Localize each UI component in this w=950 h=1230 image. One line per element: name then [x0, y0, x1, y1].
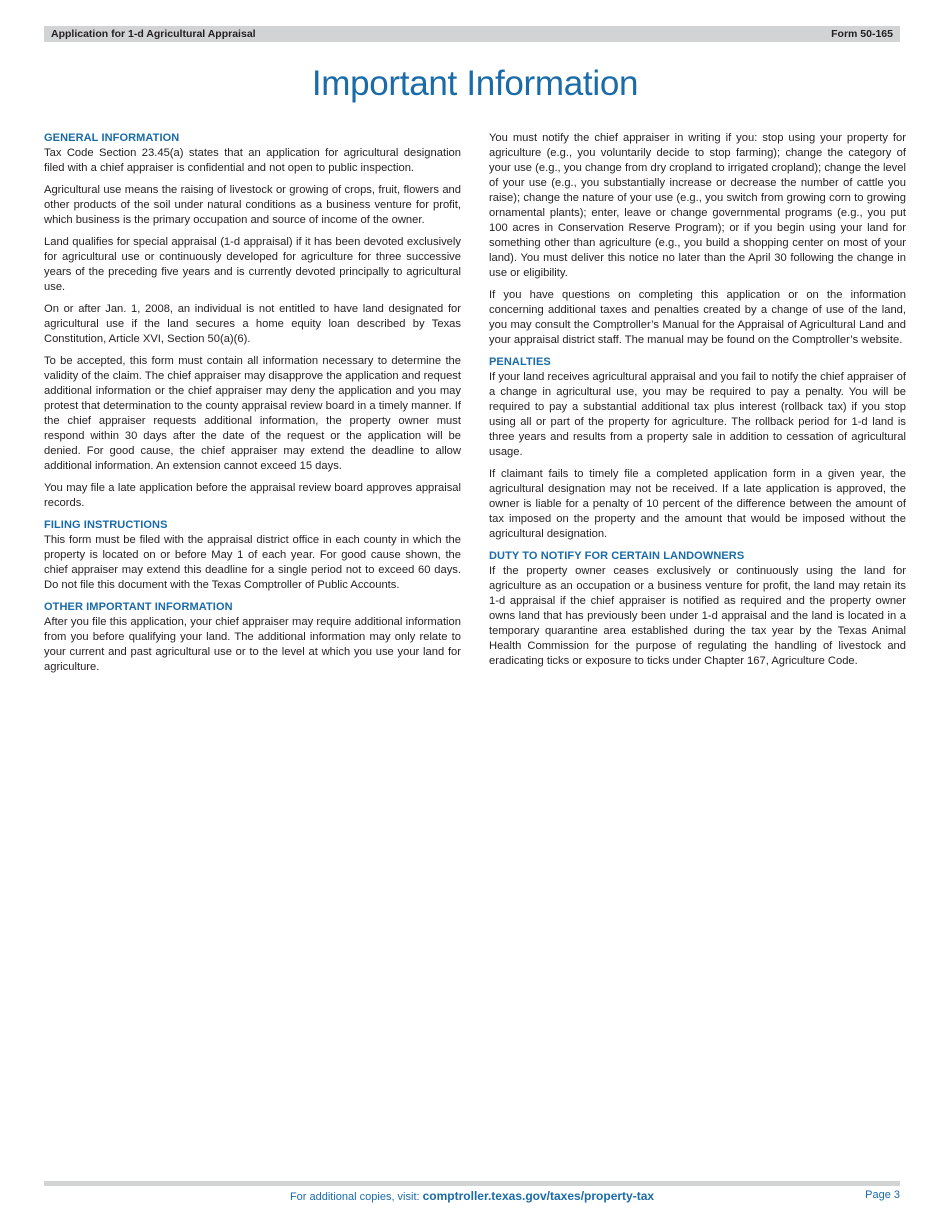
- page-title: Important Information: [311, 64, 639, 103]
- paragraph: After you file this application, your chief appraiser may require additional information from you before qualifying your land. The additional information may only relate to your current and past agricultural use or to the level at which you use your land for agriculture.: [44, 616, 461, 673]
- footer-divider: [44, 1181, 900, 1186]
- paragraph: You must notify the chief appraiser in writing if you: stop using your property for agriculture (e.g., you voluntarily decide to stop farming); change the category of your use (e.g., you change from dry cropland to irrigated cropland); change the level of your use (e.g., you substantially increase or decrease the number of cattle you raise); change the nature of your use (e.g., you switch from growing corn to growing ornamental plants); enter, leave or change governmental programs (e.g., you put 100 acres in Conservation Reserve Program); or if you begin using your land for something other than agriculture (e.g., you build a shopping center on most of your land). You must deliver this notice no later than the April 30 following the change in use or eligibility.: [489, 132, 906, 279]
- paragraph: If claimant fails to timely file a completed application form in a given year, the agricultural designation may not be received. If a late application is approved, the owner is liable for a penalty of 10 percent of the difference between the amount of tax imposed on the property and the amount that would be imposed without the agricultural designation.: [489, 468, 906, 540]
- left-column: [44, 131, 461, 682]
- form-header-bar: [44, 26, 900, 42]
- paragraph: You may file a late application before the appraisal review board approves appraisal records.: [44, 482, 461, 509]
- form-title: Application for 1-d Agricultural Appraisal: [51, 28, 256, 40]
- paragraph: On or after Jan. 1, 2008, an individual is not entitled to have land designated for agricultural use if the land secures a home equity loan described by Texas Constitution, Article XVI, Section 50(a)(6).: [44, 303, 461, 345]
- paragraph: If your land receives agricultural appraisal and you fail to notify the chief appraiser of a change in agricultural use, you may be required to pay a penalty. You will be required to pay a substantial additional tax plus interest (rollback tax) if you stop using all or part of the property for agriculture. The rollback period for 1-d land is three years and results from a property sale in addition to cessation of agricultural usage.: [489, 371, 906, 458]
- paragraph: If the property owner ceases exclusively or continuously using the land for agriculture as an occupation or a business venture for profit, the land may retain its 1-d appraisal if the chief appraiser is notified as required and the property owner owns land that has previously been under 1-d appraisal and the land is located in a temporary quarantine area established during the tax year by the Texas Animal Health Commission for the purpose of regulating the handling of livestock and eradicating ticks or exposure to ticks under Chapter 167, Agriculture Code.: [489, 565, 906, 667]
- paragraph: Agricultural use means the raising of livestock or growing of crops, fruit, flowers and other products of the soil under natural conditions as a business venture for profit, which business is the primary occupation and source of income of the owner.: [44, 184, 461, 226]
- general-information-heading: GENERAL INFORMATION: [44, 132, 180, 144]
- paragraph: If you have questions on completing this application or on the information concerning additional taxes and penalties created by a change of use of the land, you may consult the Comptroller’s Manual for the Appraisal of Agricultural Land and your appraisal district staff. The manual may be found on the Comptroller’s website.: [489, 289, 906, 346]
- paragraph: Land qualifies for special appraisal (1-d appraisal) if it has been devoted exclusively for agricultural use or continuously developed for agriculture for three successive years of the preceding five years and is currently devoted principally to agricultural use.: [44, 236, 461, 293]
- page-number: Page 3: [865, 1189, 900, 1201]
- footer-copies-text: For additional copies, visit:: [289, 1191, 420, 1203]
- paragraph: This form must be filed with the appraisal district office in each county in which the property is located on or before May 1 of each year. For good cause shown, the chief appraiser may extend this deadline for a single period not to exceed 60 days. Do not file this document with the Texas Comptroller of Public Accounts.: [44, 534, 461, 591]
- other-important-information-heading: OTHER IMPORTANT INFORMATION: [44, 601, 233, 613]
- footer-copies: [44, 1189, 900, 1203]
- right-column: [489, 131, 906, 676]
- form-number: Form 50-165: [831, 28, 893, 40]
- footer: [44, 1189, 900, 1203]
- penalties-heading: PENALTIES: [489, 356, 551, 368]
- duty-to-notify-heading: DUTY TO NOTIFY FOR CERTAIN LANDOWNERS: [489, 550, 745, 562]
- paragraph: To be accepted, this form must contain all information necessary to determine the validity of the claim. The chief appraiser may disapprove the application and request additional information or the chief appraiser may deny the application and you may protest that determination to the county appraisal review board in a timely manner. If the chief appraiser requests additional information, the property owner must respond within 30 days after the date of the request or the application will be denied. For good cause, the chief appraiser may extend the deadline to allow additional information. An extension cannot exceed 15 days.: [44, 355, 461, 472]
- paragraph: Tax Code Section 23.45(a) states that an application for agricultural designation filed with a chief appraiser is confidential and not open to public inspection.: [44, 147, 461, 174]
- filing-instructions-heading: FILING INSTRUCTIONS: [44, 519, 168, 531]
- footer-url-link[interactable]: comptroller.texas.gov/taxes/property-tax: [422, 1189, 655, 1203]
